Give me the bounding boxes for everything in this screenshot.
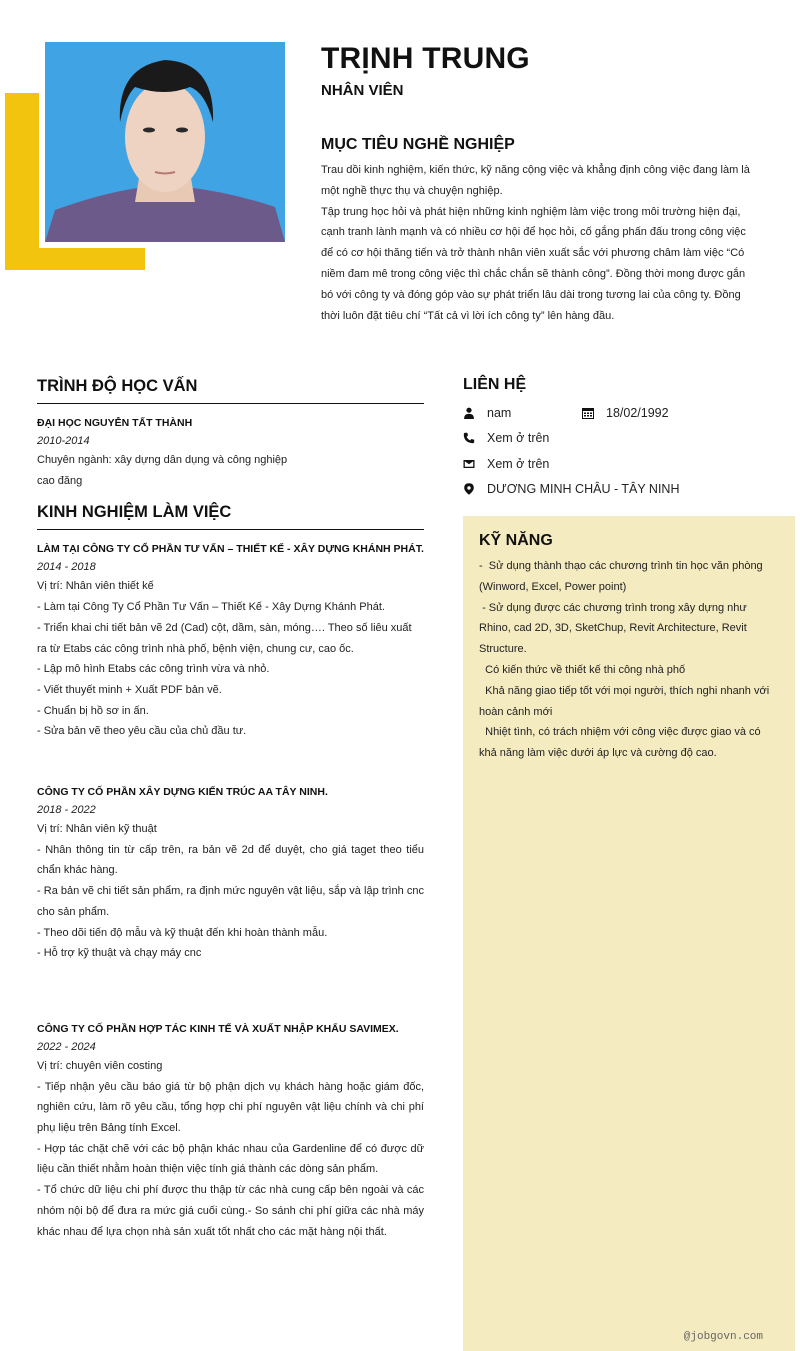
person-icon — [463, 407, 487, 419]
skill-item: Có kiến thức về thiết kế thi công nhà phố — [479, 663, 686, 676]
left-column — [37, 377, 424, 1242]
education-line: Chuyên ngành: xây dựng dân dụng và công nghiệp — [37, 454, 288, 466]
objective-paragraph: Trau dồi kinh nghiệm, kiến thức, kỹ năng cộng việc và khẳng định công việc đang làm là một nghề thực thụ và chuyện nghiệp. — [321, 164, 750, 197]
objective-section — [321, 136, 753, 326]
phone-icon — [463, 432, 487, 444]
job-years: 2022 - 2024 — [37, 1040, 96, 1053]
education-section — [37, 377, 424, 491]
contact-phone[interactable]: Xem ở trên — [487, 431, 550, 446]
candidate-name: TRỊNH TRUNG — [321, 42, 530, 75]
job-company: CÔNG TY CỐ PHẦN XÂY DỰNG KIẾN TRÚC AA TÂY NINH. — [37, 786, 328, 799]
job-line: Vị trí: Nhân viên kỹ thuật — [37, 823, 157, 836]
accent-bar-horizontal — [5, 248, 145, 270]
experience-section — [37, 503, 424, 1242]
contact-email[interactable]: Xem ở trên — [487, 456, 550, 471]
job-company: CÔNG TY CỐ PHẦN HỢP TÁC KINH TẾ VÀ XUẤT NHẬP KHẨU SAVIMEX. — [37, 1022, 399, 1035]
contact-title: LIÊN HỆ — [463, 376, 527, 393]
skills-title: KỸ NĂNG — [479, 532, 553, 549]
contact-row — [463, 400, 763, 426]
contact-section — [463, 376, 763, 502]
calendar-icon — [582, 407, 606, 419]
email-icon — [463, 458, 487, 470]
job-entry — [37, 1020, 424, 1242]
job-line: - Nhân thông tin từ cấp trên, ra bản vẽ 2d để duyệt, cho giá taget theo tiểu chẩn khác hàng. — [37, 843, 424, 877]
job-line: - Viết thuyết minh + Xuất PDF bản vẽ. — [37, 683, 222, 696]
contact-row — [463, 477, 763, 503]
education-years: 2010-2014 — [37, 435, 90, 447]
contact-birthday: 18/02/1992 — [606, 405, 669, 420]
location-pin-icon — [463, 483, 487, 495]
job-line: - Ra bản vẽ chi tiết sản phẩm, ra định mức nguyên vật liệu, sắp và lập trình cnc cho sản phẩm. — [37, 885, 424, 918]
job-line: - Lập mô hình Etabs các công trình vừa và nhỏ. — [37, 663, 270, 676]
job-years: 2018 - 2022 — [37, 804, 96, 817]
experience-title: KINH NGHIỆM LÀM VIỆC — [37, 503, 424, 530]
job-title: NHÂN VIÊN — [321, 82, 404, 99]
job-line: - Làm tại Công Ty Cổ Phần Tư Vấn – Thiết Kế - Xây Dựng Khánh Phát. — [37, 601, 385, 614]
job-line: Vị trí: Nhân viên thiết kế — [37, 580, 154, 593]
contact-row — [463, 426, 763, 452]
objective-title: MỤC TIÊU NGHỀ NGHIỆP — [321, 136, 515, 153]
skill-item: Khả năng giao tiếp tốt với mọi người, thích nghi nhanh với hoàn cảnh mới — [479, 684, 773, 718]
contact-row — [463, 451, 763, 477]
job-company: LÀM TẠI CÔNG TY CỔ PHẦN TƯ VẤN – THIẾT KẾ - XÂY DỰNG KHÁNH PHÁT. — [37, 543, 424, 556]
job-years: 2014 - 2018 — [37, 561, 96, 574]
contact-address: DƯƠNG MINH CHÂU - TÂY NINH — [487, 482, 680, 497]
profile-photo — [45, 42, 285, 242]
job-line: - Sửa bản vẽ theo yêu cầu của chủ đầu tư. — [37, 725, 247, 738]
contact-gender: nam — [487, 405, 512, 420]
skills-section — [463, 516, 795, 1351]
skill-item: - Sử dụng được các chương trình trong xây dựng như Rhino, cad 2D, 3D, SketChup, Revit Architecture, Revit Structure. — [479, 601, 750, 656]
skill-item: - Sử dụng thành thạo các chương trình tin học văn phòng (Winword, Excel, Power point) — [479, 560, 766, 593]
job-line: Vị trí: chuyên viên costing — [37, 1059, 163, 1072]
job-line: - Tổ chức dữ liệu chi phí được thu thập từ các nhà cung cấp bên ngoài và các nhóm nội bộ để đưa ra mức giá cuối cùng.- So sánh chi phí giữa các nhà máy khác nhau để lựa chọn nhà sản xuất tốt nhất cho các mặt hàng nội thất. — [37, 1184, 424, 1238]
skill-item: Nhiệt tình, có trách nhiệm với công việc được giao và có khả năng làm việc dưới áp lực và cường độ cao. — [479, 726, 764, 760]
objective-paragraph: Tập trung học hỏi và phát hiện những kinh nghiệm làm việc trong môi trường hiện đại, cạnh tranh lành mạnh và có nhiều cơ hội để học hỏi, cố gắng phấn đấu trong công việc để có cơ hội thăng tiến và trở thành nhân viên xuất sắc với phương châm làm việc “Có niềm đam mê trong công việc thì chắc chắn sẽ thành công”. Đồng thời mong được gắn bó với công ty và đóng góp vào sự phát triển lâu dài trong tương lai của công ty. Đồng thời luôn đặt tiêu chí “Tất cả vì lời ích công ty” lên hàng đầu. — [321, 205, 746, 322]
job-line: - Theo dõi tiến độ mẫu và kỹ thuật đến khi hoàn thành mẫu. — [37, 926, 328, 939]
job-line: - Tiếp nhận yêu cầu báo giá từ bộ phận dịch vụ khách hàng hoặc giám đốc, nghiên cứu, làm rõ yêu cầu, tổng hợp chi phí nguyên vật liệu chính và chi phí phụ liệu trên Bảng tính Excel. — [37, 1080, 424, 1135]
job-line: - Chuẩn bị hồ sơ in ấn. — [37, 704, 149, 717]
accent-bar-vertical — [5, 93, 39, 270]
school-name: ĐẠI HỌC NGUYỄN TẤT THÀNH — [37, 417, 193, 429]
job-line: - Hỗ trợ kỹ thuật và chạy máy cnc — [37, 947, 202, 960]
job-line: - Triển khai chi tiết bản vẽ 2d (Cad) cột, dầm, sàn, móng…. Theo số liêu xuất ra từ Etabs các công trình nhà phố, bệnh viện, chung cư, cao ốc. — [37, 621, 412, 655]
job-line: - Hợp tác chặt chẽ với các bộ phận khác nhau của Gardenline để có được dữ liệu cần thiết nhằm hoàn thiện việc tính giá thành các dòng sản phẩm. — [37, 1142, 424, 1176]
watermark: @jobgovn.com — [683, 1331, 763, 1343]
education-title: TRÌNH ĐỘ HỌC VẤN — [37, 377, 424, 404]
job-entry — [37, 783, 424, 964]
education-line: cao đăng — [37, 474, 83, 487]
job-entry — [37, 540, 424, 742]
